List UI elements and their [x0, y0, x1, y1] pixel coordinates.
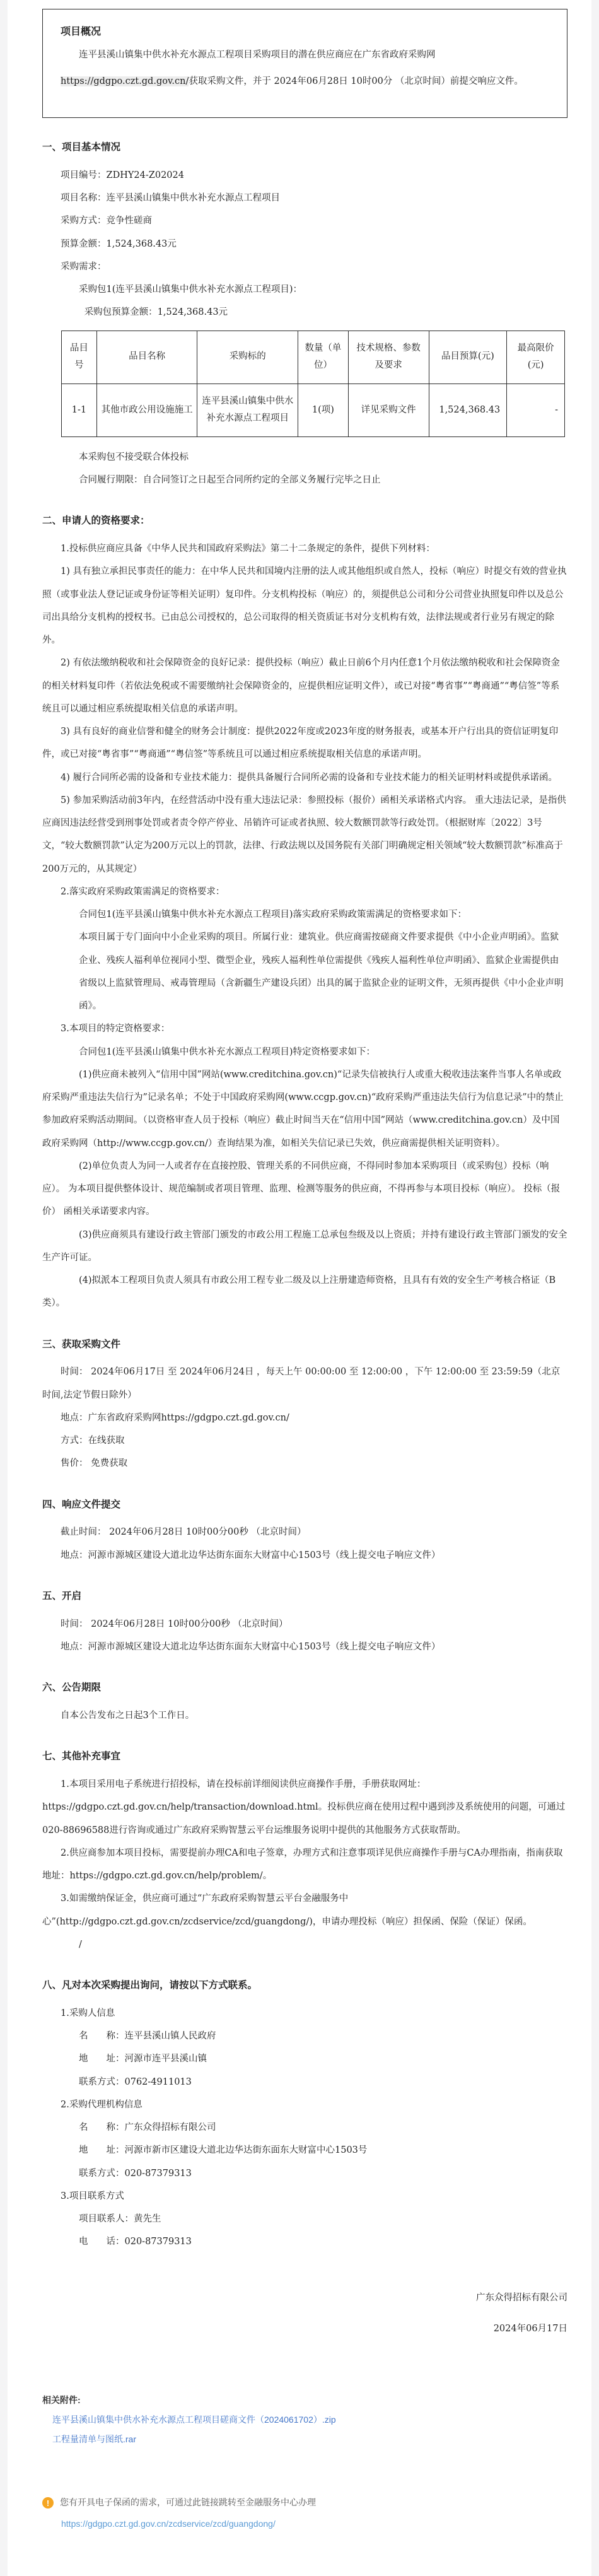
- submit-deadline: 截止时间： 2024年06月28日 10时00分00秒 （北京时间）: [61, 1527, 306, 1538]
- specific-item-1: (1)供应商未被列入“信用中国”网站(www.creditchina.gov.cn)“记录失信被执行人或重大税收违法案件当事人名单或政府采购严重违法失信行为”记录名单；不处于中国政府采购网(www.ccgp.gov.cn)“政府采购严重违法失信行为信息记录”中的禁止参加政府采购活动期间。（以资格审查人员于投标（响应）截止时间当天在“信用中国”网站（www.creditchina.gov.cn）及中国政府采购网（http://www.ccgp.gov.cn/）查询结果为准，如相关失信记录已失效，供应商需提供相关证明资料）。: [42, 1069, 564, 1149]
- attachment-link-zip[interactable]: 连平县溪山镇集中供水补充水源点工程项目磋商文件（2024061702）.zip: [52, 2415, 336, 2425]
- project-contact-person: 项目联系人：黄先生: [79, 2214, 161, 2225]
- signature-block: [42, 2283, 567, 2345]
- cell-specs: 详见采购文件: [348, 383, 429, 436]
- col-item-no: 品目号: [62, 331, 97, 383]
- signature-company: 广东众得招标有限公司: [476, 2292, 567, 2303]
- qualification-item-4: 4) 履行合同所必需的设备和专业技术能力：提供具备履行合同所必需的设备和专业技术能力的相关证明材料或提供承诺函。: [61, 772, 557, 783]
- table-header-row: [62, 331, 565, 383]
- qualification-item-1: 1) 具有独立承担民事责任的能力：在中华人民共和国境内注册的法人或其他组织或自然人，投标（响应）时提交有效的营业执照（或事业法人登记证或身份证等相关证明）复印件。分支机构投标（响应）的，须提供总公司和分公司营业执照复印件以及总公司出具给分支机构的授权书。已由总公司授权的，总公司取得的相关资质证书对分支机构有效，法律法规或者行业另有规定的除外。: [42, 566, 567, 646]
- col-subject: 采购标的: [197, 331, 298, 383]
- project-overview-box: [42, 9, 567, 118]
- overview-title: 项目概况: [61, 25, 102, 37]
- section-3-heading: 三、获取采购文件: [42, 1337, 121, 1350]
- document-body: [8, 139, 591, 2532]
- section-1-heading: 一、项目基本情况: [42, 141, 121, 153]
- opening-location: 地点：河源市源城区建设大道北边华达街东面东大财富中心1503号（线上提交电子响应文件）: [61, 1642, 441, 1653]
- attachments-section: [42, 2394, 567, 2447]
- agency-contact: 联系方式：020-87379313: [79, 2168, 192, 2179]
- overview-text-after: 获取采购文件，并于 2024年06月28日 10时00分 （北京时间）前提交响应文件。: [189, 76, 523, 87]
- opening-time: 时间： 2024年06月28日 10时00分00秒 （北京时间）: [61, 1619, 288, 1629]
- agency-address: 地 址：河源市新市区建设大道北边华达街东面东大财富中心1503号: [79, 2145, 368, 2156]
- col-specs: 技术规格、参数及要求: [348, 331, 429, 383]
- items-table: [61, 331, 565, 437]
- guarantee-notice: [42, 2495, 567, 2532]
- cell-item-name: 其他市政公用设施施工: [96, 383, 197, 436]
- announcement-period: 自本公告发布之日起3个工作日。: [61, 1711, 195, 1721]
- document-sheet: [8, 0, 591, 2576]
- col-quantity: 数量（单位）: [298, 331, 349, 383]
- package-line: 采购包1(连平县溪山镇集中供水补充水源点工程项目)：: [79, 284, 303, 295]
- warning-icon: !: [42, 2497, 54, 2509]
- supplement-item-1: 1.本项目采用电子系统进行招投标，请在投标前详细阅读供应商操作手册，手册获取网址：https://gdgpo.czt.gd.gov.cn/help/transaction/download.html。投标供应商在使用过程中遇到涉及系统使用的问题，可通过020-88696588进行咨询或通过广东政府采购智慧云平台运维服务说明中提供的其他服务方式获取帮助。: [42, 1779, 566, 1835]
- purchaser-name: 名 称：连平县溪山镇人民政府: [79, 2031, 216, 2042]
- supplement-slash: /: [79, 1939, 82, 1950]
- section-4-heading: 四、响应文件提交: [42, 1497, 121, 1510]
- doc-method: 方式：在线获取: [61, 1436, 125, 1446]
- qualification-item-2: 2) 有依法缴纳税收和社会保障资金的良好记录：提供投标（响应）截止日前6个月内任意1个月依法缴纳税收和社会保障资金的相关材料复印件（若依法免税或不需要缴纳社会保障资金的，应提供相应证明文件），或已对接“粤省事”“粤商通”“粤信签”等系统且可以通过相应系统提取相关信息的承诺声明。: [42, 658, 560, 714]
- project-number: 项目编号：ZDHY24-Z02024: [61, 170, 184, 180]
- col-max-price: 最高限价(元): [507, 331, 565, 383]
- contract-period-note: 合同履行期限：自合同签订之日起至合同所约定的全部义务履行完毕之日止: [79, 475, 381, 486]
- purchaser-contact: 联系方式：0762-4911013: [79, 2076, 192, 2087]
- doc-location: 地点：广东省政府采购网https://gdgpo.czt.gd.gov.cn/: [61, 1412, 289, 1423]
- overview-text-before: 连平县溪山镇集中供水补充水源点工程项目采购项目的潜在供应商应在广东省政府采购网: [79, 50, 436, 60]
- section-8-heading: 八、凡对本次采购提出询问，请按以下方式联系。: [42, 1979, 258, 1991]
- budget-amount: 预算金额：1,524,368.43元: [61, 238, 177, 249]
- cell-max-price: -: [507, 383, 565, 436]
- qualification-p1: 1.投标供应商应具备《中华人民共和国政府采购法》第二十二条规定的条件，提供下列材料：: [61, 544, 435, 554]
- project-contact-title: 3.项目联系方式: [61, 2191, 124, 2201]
- signature-date: 2024年06月17日: [493, 2323, 567, 2334]
- overview-url: https://gdgpo.czt.gd.gov.cn/: [61, 76, 189, 87]
- col-item-name: 品目名称: [96, 331, 197, 383]
- table-row: [62, 383, 565, 436]
- submit-location: 地点：河源市源城区建设大道北边华达街东面东大财富中心1503号（线上提交电子响应文件）: [61, 1550, 441, 1560]
- purchaser-info-title: 1.采购人信息: [61, 2008, 115, 2018]
- agency-name: 名 称：广东众得招标有限公司: [79, 2122, 216, 2133]
- cell-subject: 连平县溪山镇集中供水补充水源点工程项目: [197, 383, 298, 436]
- supplement-item-3: 3.如需缴纳保证金，供应商可通过“广东政府采购智慧云平台金融服务中心”(http://gdgpo.czt.gd.gov.cn/zcdservice/zcd/guangdong/)，申请办理投标（响应）担保函、保险（保证）保函。: [42, 1894, 532, 1927]
- cell-item-budget: 1,524,368.43: [429, 383, 507, 436]
- policy-package-line: 合同包1(连平县溪山镇集中供水补充水源点工程项目)落实政府采购政策需满足的资格要求如下：: [79, 910, 467, 920]
- specific-requirement-p3: 3.本项目的特定资格要求：: [61, 1024, 170, 1034]
- project-name: 项目名称：连平县溪山镇集中供水补充水源点工程项目: [61, 193, 280, 204]
- qualification-item-5: 5) 参加采购活动前3年内，在经营活动中没有重大违法记录：参照投标（报价）函相关承诺格式内容。 重大违法记录，是指供应商因违法经营受到刑事处罚或者责令停产停业、吊销许可证或者执照、较大数额罚款等行政处罚。（根据财库〔2022〕3号文，“较大数额罚款”认定为200万元以上的罚款，法律、行政法规以及国务院有关部门明确规定相关领域“较大数额罚款”标准高于200万元的，从其规定）: [42, 795, 566, 874]
- notice-text: 您有开具电子保函的需求，可通过此链接跳转至金融服务中心办理: [60, 2497, 316, 2508]
- specific-item-4: (4)拟派本工程项目负责人须具有市政公用工程专业二级及以上注册建造师资格，且具有有效的安全生产考核合格证（B类）。: [42, 1275, 556, 1309]
- section-6-heading: 六、公告期限: [42, 1681, 102, 1694]
- policy-requirement-p2: 2.落实政府采购政策需满足的资格要求：: [61, 886, 225, 897]
- supplement-item-2: 2.供应商参加本项目投标，需要提前办理CA和电子签章，办理方式和注意事项详见供应商操作手册与CA办理指南，指南获取地址：https://gdgpo.czt.gd.gov.cn/help/problem/。: [42, 1847, 563, 1882]
- project-contact-phone: 电 话：020-87379313: [79, 2237, 192, 2247]
- no-consortium-note: 本采购包不接受联合体投标: [79, 452, 189, 462]
- specific-package-line: 合同包1(连平县溪山镇集中供水补充水源点工程项目)特定资格要求如下：: [79, 1046, 376, 1057]
- section-2-heading: 二、申请人的资格要求：: [42, 514, 150, 527]
- procurement-demand-label: 采购需求：: [61, 261, 107, 272]
- procurement-method: 采购方式：竞争性磋商: [61, 216, 152, 226]
- agency-info-title: 2.采购代理机构信息: [61, 2099, 142, 2110]
- attachment-link-rar[interactable]: 工程量清单与图纸.rar: [52, 2433, 136, 2444]
- section-5-heading: 五、开启: [42, 1589, 82, 1601]
- sme-policy-paragraph: 本项目属于专门面向中小企业采购的项目。所属行业：建筑业。供应商需按磋商文件要求提供《中小企业声明函》。监狱企业、残疾人福利单位视同小型、微型企业，残疾人福利性单位需提供《残疾人福利性单位声明函》、监狱企业需提供由省级以上监狱管理局、戒毒管理局（含新疆生产建设兵团）出具的属于监狱企业的证明文件，无须再提供《中小企业声明函》。: [79, 932, 564, 1012]
- package-budget: 采购包预算金额：1,524,368.43元: [84, 307, 228, 318]
- specific-item-3: (3)供应商须具有建设行政主管部门颁发的市政公用工程施工总承包叁级及以上资质；并持有建设行政主管部门颁发的安全生产许可证。: [42, 1229, 567, 1263]
- financial-service-link[interactable]: https://gdgpo.czt.gd.gov.cn/zcdservice/zcd/guangdong/: [61, 2519, 276, 2529]
- specific-item-2: (2)单位负责人为同一人或者存在直接控股、管理关系的不同供应商，不得同时参加本采购项目（或采购包）投标（响应）。 为本项目提供整体设计、规范编制或者项目管理、监理、检测等服务的供应商，不得再参与本项目投标（响应）。 投标（报价） 函相关承诺要求内容。: [42, 1161, 561, 1217]
- purchaser-address: 地 址：河源市连平县溪山镇: [79, 2054, 207, 2064]
- doc-time: 时间： 2024年06月17日 至 2024年06月24日 ，每天上午 00:00:00 至 12:00:00 ，下午 12:00:00 至 23:59:59（北京时间,法定节假日除外）: [42, 1367, 561, 1400]
- cell-item-no: 1-1: [62, 383, 97, 436]
- doc-price: 售价： 免费获取: [61, 1458, 128, 1469]
- cell-quantity: 1(项): [298, 383, 349, 436]
- col-item-budget: 品目预算(元): [429, 331, 507, 383]
- section-7-heading: 七、其他补充事宜: [42, 1750, 121, 1762]
- attachments-label: 相关附件:: [42, 2395, 81, 2406]
- overview-text: [61, 42, 549, 95]
- qualification-item-3: 3) 具有良好的商业信誉和健全的财务会计制度：提供2022年度或2023年度的财务报表，或基本开户行出具的资信证明复印件，或已对接“粤省事”“粤商通”“粤信签”等系统且可以通过相应系统提取相关信息的承诺声明。: [42, 727, 559, 760]
